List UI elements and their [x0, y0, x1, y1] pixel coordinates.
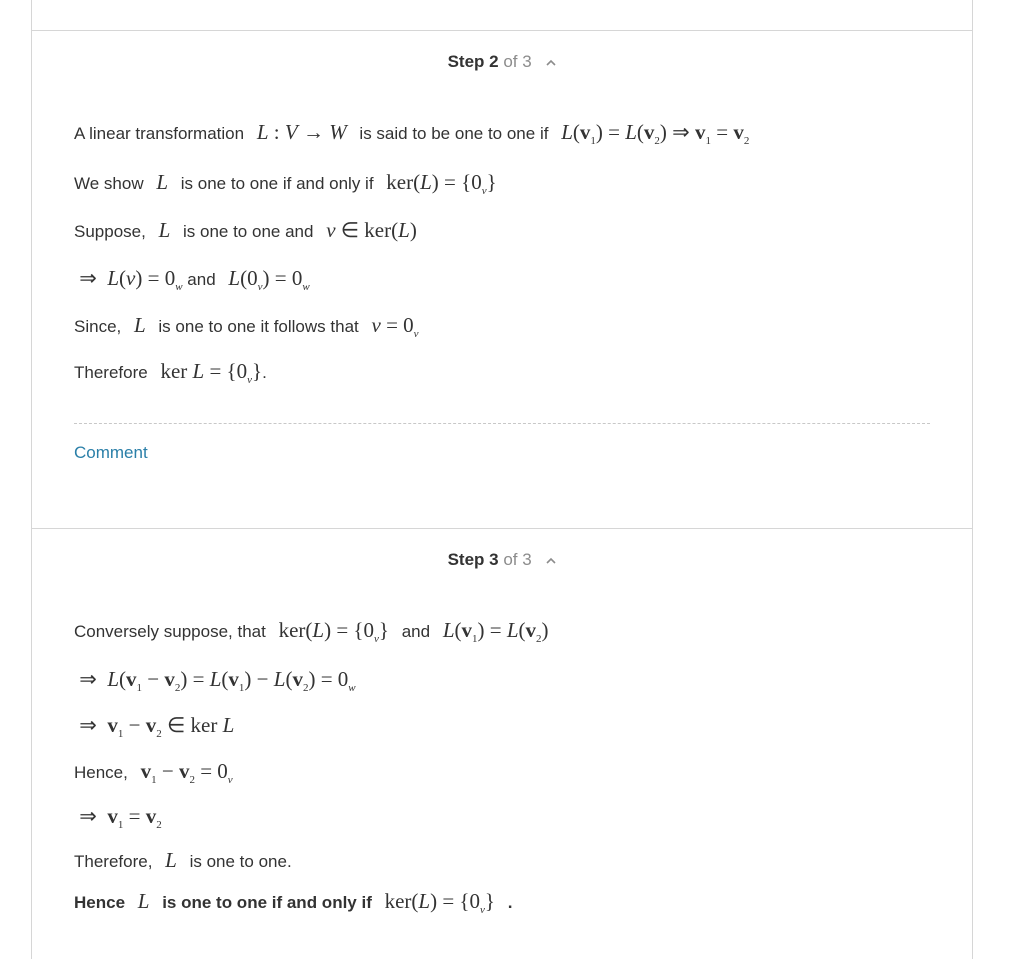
text-line: Therefore, L is one to one.	[74, 848, 292, 872]
text-line: We show L is one to one if and only if $ker(L) = \{0_v\}$	[74, 170, 497, 198]
math-expression: $v = 0_v$	[371, 313, 419, 341]
text-line	[74, 712, 234, 747]
chevron-up-icon[interactable]	[546, 556, 556, 566]
step-3-header[interactable]	[32, 549, 972, 571]
text-line: ⇒ $L(v) = 0_w$ and $L(0_v) = 0_w$	[74, 266, 310, 294]
step-count: of 3	[498, 52, 532, 71]
step-3-panel	[31, 529, 973, 959]
math-expression: $L(v_1) = L(v_2)$	[442, 618, 549, 646]
comment-link[interactable]: Comment	[74, 443, 148, 462]
math-expression: L : V → W	[256, 120, 347, 144]
conclusion-line: Hence L is one to one if and only if $ker(L) = \{0_v\}$ .	[74, 889, 513, 917]
math-expression: $ker(L) = \{0_v\}$	[278, 618, 389, 646]
step-count: of 3	[498, 550, 532, 569]
math-expression: ⇒ $v_1 - v_2$ ∈ ker L	[74, 713, 235, 741]
math-expression: ⇒ $L(v_1 - v_2) = L(v_1) - L(v_2) = 0_w$	[74, 667, 356, 695]
step-2-header[interactable]	[32, 51, 972, 73]
chevron-up-icon[interactable]	[546, 58, 556, 68]
math-expression: ker $L = \{0_v\}$	[160, 359, 263, 387]
math-expression: ⇒ $L(v) = 0_w$	[74, 266, 183, 294]
math-expression: $v_1 - v_2 = 0_v$	[140, 759, 233, 787]
divider	[74, 423, 930, 424]
math-expression: L	[133, 313, 146, 337]
math-expression: L	[158, 218, 171, 242]
step-2-panel	[31, 31, 973, 529]
text-line	[74, 666, 356, 701]
text-line: Hence, $v_1 - v_2 = 0_v$	[74, 759, 233, 787]
text-line: A linear transformation L : V → W is said to be one to one if $L(v_1) = L(v_2)$ ⇒ $v_1 = v_2$	[74, 120, 750, 148]
step-label: Step 2	[447, 52, 499, 71]
math-expression: $ker(L) = \{0_v\}$	[384, 889, 495, 917]
math-expression: $L(v_1) = L(v_2)$ ⇒ $v_1 = v_2$	[561, 120, 750, 148]
text-line: Since, L is one to one it follows that $v = 0_v$	[74, 313, 419, 341]
math-expression: L	[165, 848, 177, 872]
previous-step-card	[31, 0, 973, 31]
math-expression: $ker(L) = \{0_v\}$	[386, 170, 497, 198]
math-expression: L	[137, 889, 150, 913]
math-expression: v ∈ ker(L)	[326, 218, 417, 242]
text-line: Therefore ker $L = \{0_v\}$.	[74, 359, 267, 387]
text-line: Suppose, L is one to one and v ∈ ker(L)	[74, 218, 417, 242]
text-line	[74, 803, 162, 838]
math-expression: $L(0_v) = 0_w$	[228, 266, 310, 294]
math-expression: ⇒ $v_1 = v_2$	[74, 804, 162, 832]
text-line: Conversely suppose, that $ker(L) = \{0_v\}$ and $L(v_1) = L(v_2)$	[74, 618, 549, 646]
math-expression: L	[156, 170, 169, 194]
step-label: Step 3	[447, 550, 499, 569]
